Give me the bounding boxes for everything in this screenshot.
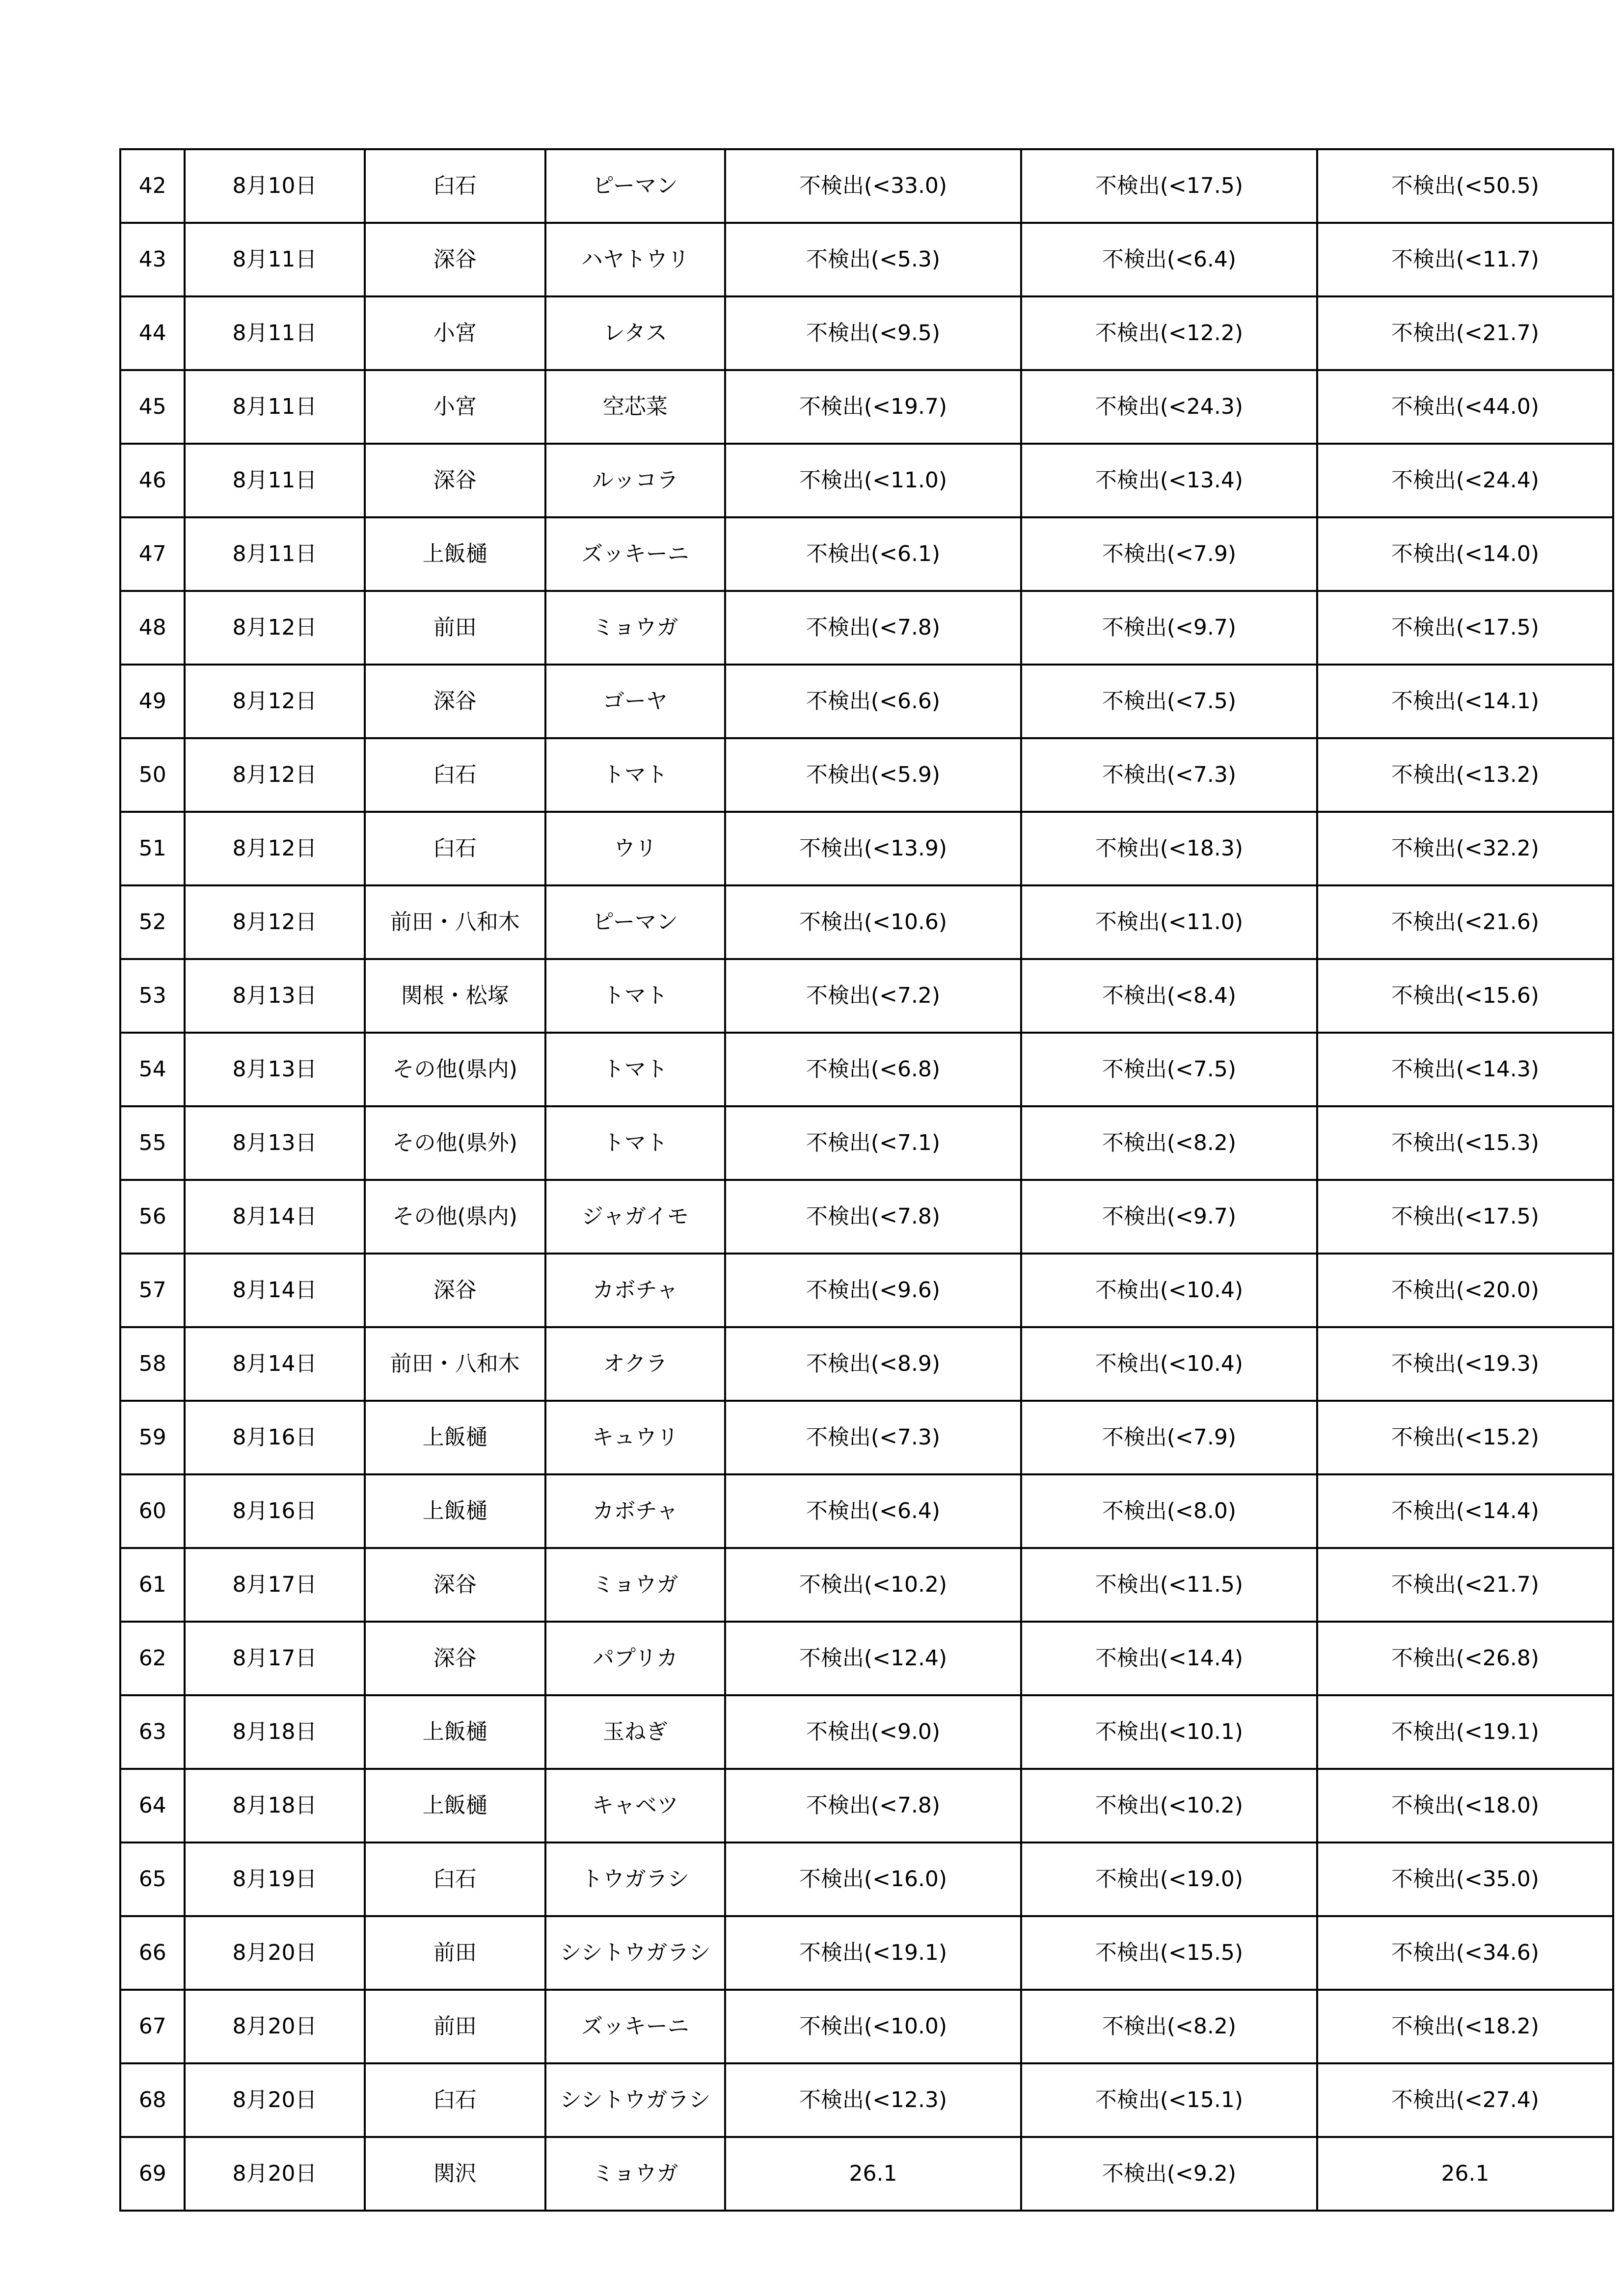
value-cell-3: 不検出(<18.2)	[1317, 1990, 1613, 2063]
item-cell: ズッキーニ	[545, 1990, 725, 2063]
item-cell: ミョウガ	[545, 591, 725, 665]
date-cell: 8月13日	[185, 959, 364, 1033]
area-cell: 深谷	[365, 1548, 545, 1622]
table-row	[120, 1548, 1613, 1622]
area-cell: 臼石	[365, 738, 545, 812]
value-cell-1: 不検出(<7.2)	[725, 959, 1021, 1033]
value-cell-2: 不検出(<7.3)	[1021, 738, 1317, 812]
area-cell: 小宮	[365, 296, 545, 370]
table-row	[120, 1842, 1613, 1916]
row-number-cell: 63	[120, 1695, 185, 1769]
date-cell: 8月11日	[185, 444, 364, 517]
item-cell: ハヤトウリ	[545, 223, 725, 296]
value-cell-1: 不検出(<16.0)	[725, 1842, 1021, 1916]
value-cell-2: 不検出(<19.0)	[1021, 1842, 1317, 1916]
table-row	[120, 1106, 1613, 1180]
table-row	[120, 812, 1613, 885]
area-cell: その他(県内)	[365, 1033, 545, 1106]
value-cell-3: 不検出(<32.2)	[1317, 812, 1613, 885]
item-cell: シシトウガラシ	[545, 1916, 725, 1990]
area-cell: 上飯樋	[365, 1401, 545, 1474]
row-number-cell: 48	[120, 591, 185, 665]
value-cell-1: 不検出(<10.6)	[725, 885, 1021, 959]
date-cell: 8月20日	[185, 1990, 364, 2063]
value-cell-2: 不検出(<9.7)	[1021, 591, 1317, 665]
item-cell: ズッキーニ	[545, 517, 725, 591]
table-row	[120, 223, 1613, 296]
value-cell-3: 不検出(<17.5)	[1317, 1180, 1613, 1254]
area-cell: 上飯樋	[365, 1474, 545, 1548]
table-row	[120, 1033, 1613, 1106]
value-cell-1: 不検出(<12.3)	[725, 2063, 1021, 2137]
table-row	[120, 1695, 1613, 1769]
date-cell: 8月17日	[185, 1622, 364, 1695]
table-row	[120, 2063, 1613, 2137]
value-cell-1: 不検出(<7.1)	[725, 1106, 1021, 1180]
value-cell-3: 不検出(<18.0)	[1317, 1769, 1613, 1842]
value-cell-3: 不検出(<11.7)	[1317, 223, 1613, 296]
row-number-cell: 69	[120, 2137, 185, 2211]
date-cell: 8月13日	[185, 1106, 364, 1180]
date-cell: 8月17日	[185, 1548, 364, 1622]
row-number-cell: 60	[120, 1474, 185, 1548]
date-cell: 8月12日	[185, 665, 364, 738]
row-number-cell: 51	[120, 812, 185, 885]
table-row	[120, 1327, 1613, 1401]
value-cell-3: 不検出(<50.5)	[1317, 149, 1613, 223]
item-cell: ミョウガ	[545, 2137, 725, 2211]
value-cell-3: 不検出(<20.0)	[1317, 1254, 1613, 1327]
value-cell-2: 不検出(<15.5)	[1021, 1916, 1317, 1990]
table-row	[120, 959, 1613, 1033]
area-cell: 前田・八和木	[365, 885, 545, 959]
value-cell-1: 不検出(<6.4)	[725, 1474, 1021, 1548]
date-cell: 8月19日	[185, 1842, 364, 1916]
date-cell: 8月18日	[185, 1695, 364, 1769]
row-number-cell: 65	[120, 1842, 185, 1916]
value-cell-3: 不検出(<14.1)	[1317, 665, 1613, 738]
date-cell: 8月20日	[185, 1916, 364, 1990]
area-cell: その他(県内)	[365, 1180, 545, 1254]
item-cell: ジャガイモ	[545, 1180, 725, 1254]
table-row	[120, 149, 1613, 223]
date-cell: 8月11日	[185, 223, 364, 296]
value-cell-1: 不検出(<33.0)	[725, 149, 1021, 223]
value-cell-1: 不検出(<7.3)	[725, 1401, 1021, 1474]
value-cell-1: 不検出(<8.9)	[725, 1327, 1021, 1401]
item-cell: トマト	[545, 1106, 725, 1180]
table-row	[120, 1990, 1613, 2063]
row-number-cell: 46	[120, 444, 185, 517]
results-table	[119, 148, 1614, 2212]
row-number-cell: 57	[120, 1254, 185, 1327]
value-cell-1: 不検出(<5.9)	[725, 738, 1021, 812]
table-row	[120, 1401, 1613, 1474]
area-cell: 関根・松塚	[365, 959, 545, 1033]
item-cell: レタス	[545, 296, 725, 370]
value-cell-1: 不検出(<9.6)	[725, 1254, 1021, 1327]
value-cell-3: 不検出(<14.0)	[1317, 517, 1613, 591]
row-number-cell: 47	[120, 517, 185, 591]
row-number-cell: 44	[120, 296, 185, 370]
value-cell-2: 不検出(<10.2)	[1021, 1769, 1317, 1842]
item-cell: トマト	[545, 738, 725, 812]
date-cell: 8月16日	[185, 1401, 364, 1474]
row-number-cell: 66	[120, 1916, 185, 1990]
area-cell: 深谷	[365, 444, 545, 517]
table-row	[120, 1622, 1613, 1695]
value-cell-1: 不検出(<7.8)	[725, 591, 1021, 665]
table-row	[120, 370, 1613, 444]
table-row	[120, 1769, 1613, 1842]
item-cell: キャベツ	[545, 1769, 725, 1842]
area-cell: 前田・八和木	[365, 1327, 545, 1401]
results-table-body	[120, 149, 1613, 2211]
date-cell: 8月14日	[185, 1327, 364, 1401]
row-number-cell: 49	[120, 665, 185, 738]
item-cell: トウガラシ	[545, 1842, 725, 1916]
value-cell-3: 不検出(<26.8)	[1317, 1622, 1613, 1695]
table-row	[120, 444, 1613, 517]
value-cell-1: 不検出(<5.3)	[725, 223, 1021, 296]
row-number-cell: 68	[120, 2063, 185, 2137]
value-cell-1: 不検出(<10.0)	[725, 1990, 1021, 2063]
value-cell-2: 不検出(<6.4)	[1021, 223, 1317, 296]
item-cell: パプリカ	[545, 1622, 725, 1695]
table-row	[120, 1474, 1613, 1548]
area-cell: 前田	[365, 1916, 545, 1990]
value-cell-1: 不検出(<7.8)	[725, 1180, 1021, 1254]
row-number-cell: 67	[120, 1990, 185, 2063]
item-cell: シシトウガラシ	[545, 2063, 725, 2137]
area-cell: その他(県外)	[365, 1106, 545, 1180]
value-cell-3: 不検出(<17.5)	[1317, 591, 1613, 665]
area-cell: 深谷	[365, 1254, 545, 1327]
date-cell: 8月18日	[185, 1769, 364, 1842]
area-cell: 上飯樋	[365, 517, 545, 591]
date-cell: 8月12日	[185, 812, 364, 885]
value-cell-2: 不検出(<8.2)	[1021, 1106, 1317, 1180]
value-cell-2: 不検出(<10.4)	[1021, 1327, 1317, 1401]
value-cell-1: 不検出(<6.1)	[725, 517, 1021, 591]
date-cell: 8月12日	[185, 591, 364, 665]
value-cell-3: 不検出(<14.3)	[1317, 1033, 1613, 1106]
item-cell: ウリ	[545, 812, 725, 885]
value-cell-3: 不検出(<35.0)	[1317, 1842, 1613, 1916]
value-cell-1: 不検出(<9.0)	[725, 1695, 1021, 1769]
value-cell-1: 不検出(<13.9)	[725, 812, 1021, 885]
value-cell-2: 不検出(<10.1)	[1021, 1695, 1317, 1769]
item-cell: 空芯菜	[545, 370, 725, 444]
date-cell: 8月13日	[185, 1033, 364, 1106]
value-cell-2: 不検出(<18.3)	[1021, 812, 1317, 885]
date-cell: 8月11日	[185, 370, 364, 444]
row-number-cell: 42	[120, 149, 185, 223]
date-cell: 8月12日	[185, 885, 364, 959]
value-cell-1: 不検出(<10.2)	[725, 1548, 1021, 1622]
area-cell: 臼石	[365, 1842, 545, 1916]
row-number-cell: 50	[120, 738, 185, 812]
value-cell-1: 不検出(<19.1)	[725, 1916, 1021, 1990]
table-row	[120, 665, 1613, 738]
table-row	[120, 296, 1613, 370]
table-row	[120, 517, 1613, 591]
area-cell: 上飯樋	[365, 1695, 545, 1769]
row-number-cell: 58	[120, 1327, 185, 1401]
item-cell: ゴーヤ	[545, 665, 725, 738]
area-cell: 臼石	[365, 2063, 545, 2137]
value-cell-3: 不検出(<44.0)	[1317, 370, 1613, 444]
table-row	[120, 885, 1613, 959]
row-number-cell: 43	[120, 223, 185, 296]
value-cell-2: 不検出(<15.1)	[1021, 2063, 1317, 2137]
value-cell-2: 不検出(<7.5)	[1021, 1033, 1317, 1106]
date-cell: 8月11日	[185, 517, 364, 591]
value-cell-2: 不検出(<9.2)	[1021, 2137, 1317, 2211]
item-cell: トマト	[545, 1033, 725, 1106]
row-number-cell: 64	[120, 1769, 185, 1842]
value-cell-1: 不検出(<11.0)	[725, 444, 1021, 517]
area-cell: 前田	[365, 591, 545, 665]
value-cell-1: 不検出(<19.7)	[725, 370, 1021, 444]
value-cell-2: 不検出(<7.9)	[1021, 517, 1317, 591]
value-cell-1: 不検出(<7.8)	[725, 1769, 1021, 1842]
value-cell-3: 不検出(<21.6)	[1317, 885, 1613, 959]
table-row	[120, 591, 1613, 665]
row-number-cell: 53	[120, 959, 185, 1033]
item-cell: ミョウガ	[545, 1548, 725, 1622]
value-cell-2: 不検出(<9.7)	[1021, 1180, 1317, 1254]
item-cell: ピーマン	[545, 885, 725, 959]
value-cell-2: 不検出(<13.4)	[1021, 444, 1317, 517]
area-cell: 深谷	[365, 665, 545, 738]
value-cell-1: 不検出(<6.8)	[725, 1033, 1021, 1106]
value-cell-2: 不検出(<11.0)	[1021, 885, 1317, 959]
date-cell: 8月14日	[185, 1254, 364, 1327]
row-number-cell: 61	[120, 1548, 185, 1622]
value-cell-3: 26.1	[1317, 2137, 1613, 2211]
area-cell: 臼石	[365, 149, 545, 223]
value-cell-1: 不検出(<6.6)	[725, 665, 1021, 738]
value-cell-1: 不検出(<9.5)	[725, 296, 1021, 370]
item-cell: キュウリ	[545, 1401, 725, 1474]
value-cell-3: 不検出(<19.1)	[1317, 1695, 1613, 1769]
area-cell: 深谷	[365, 1622, 545, 1695]
item-cell: トマト	[545, 959, 725, 1033]
value-cell-2: 不検出(<10.4)	[1021, 1254, 1317, 1327]
value-cell-3: 不検出(<27.4)	[1317, 2063, 1613, 2137]
item-cell: 玉ねぎ	[545, 1695, 725, 1769]
area-cell: 小宮	[365, 370, 545, 444]
value-cell-3: 不検出(<21.7)	[1317, 1548, 1613, 1622]
table-row	[120, 1180, 1613, 1254]
area-cell: 前田	[365, 1990, 545, 2063]
value-cell-3: 不検出(<21.7)	[1317, 296, 1613, 370]
value-cell-2: 不検出(<14.4)	[1021, 1622, 1317, 1695]
date-cell: 8月10日	[185, 149, 364, 223]
item-cell: オクラ	[545, 1327, 725, 1401]
table-row	[120, 738, 1613, 812]
item-cell: カボチャ	[545, 1254, 725, 1327]
date-cell: 8月16日	[185, 1474, 364, 1548]
row-number-cell: 59	[120, 1401, 185, 1474]
item-cell: ルッコラ	[545, 444, 725, 517]
value-cell-3: 不検出(<13.2)	[1317, 738, 1613, 812]
value-cell-2: 不検出(<7.5)	[1021, 665, 1317, 738]
row-number-cell: 55	[120, 1106, 185, 1180]
value-cell-2: 不検出(<12.2)	[1021, 296, 1317, 370]
value-cell-2: 不検出(<24.3)	[1021, 370, 1317, 444]
row-number-cell: 45	[120, 370, 185, 444]
date-cell: 8月11日	[185, 296, 364, 370]
value-cell-3: 不検出(<15.2)	[1317, 1401, 1613, 1474]
row-number-cell: 54	[120, 1033, 185, 1106]
row-number-cell: 56	[120, 1180, 185, 1254]
area-cell: 上飯樋	[365, 1769, 545, 1842]
item-cell: カボチャ	[545, 1474, 725, 1548]
value-cell-2: 不検出(<8.0)	[1021, 1474, 1317, 1548]
row-number-cell: 62	[120, 1622, 185, 1695]
value-cell-3: 不検出(<14.4)	[1317, 1474, 1613, 1548]
row-number-cell: 52	[120, 885, 185, 959]
table-row	[120, 1254, 1613, 1327]
value-cell-3: 不検出(<19.3)	[1317, 1327, 1613, 1401]
value-cell-2: 不検出(<17.5)	[1021, 149, 1317, 223]
value-cell-2: 不検出(<11.5)	[1021, 1548, 1317, 1622]
date-cell: 8月20日	[185, 2137, 364, 2211]
value-cell-2: 不検出(<8.2)	[1021, 1990, 1317, 2063]
date-cell: 8月20日	[185, 2063, 364, 2137]
value-cell-3: 不検出(<24.4)	[1317, 444, 1613, 517]
table-row	[120, 2137, 1613, 2211]
value-cell-1: 26.1	[725, 2137, 1021, 2211]
value-cell-2: 不検出(<8.4)	[1021, 959, 1317, 1033]
date-cell: 8月12日	[185, 738, 364, 812]
value-cell-1: 不検出(<12.4)	[725, 1622, 1021, 1695]
value-cell-2: 不検出(<7.9)	[1021, 1401, 1317, 1474]
area-cell: 関沢	[365, 2137, 545, 2211]
value-cell-3: 不検出(<15.6)	[1317, 959, 1613, 1033]
value-cell-3: 不検出(<34.6)	[1317, 1916, 1613, 1990]
date-cell: 8月14日	[185, 1180, 364, 1254]
area-cell: 深谷	[365, 223, 545, 296]
area-cell: 臼石	[365, 812, 545, 885]
value-cell-3: 不検出(<15.3)	[1317, 1106, 1613, 1180]
table-row	[120, 1916, 1613, 1990]
item-cell: ピーマン	[545, 149, 725, 223]
